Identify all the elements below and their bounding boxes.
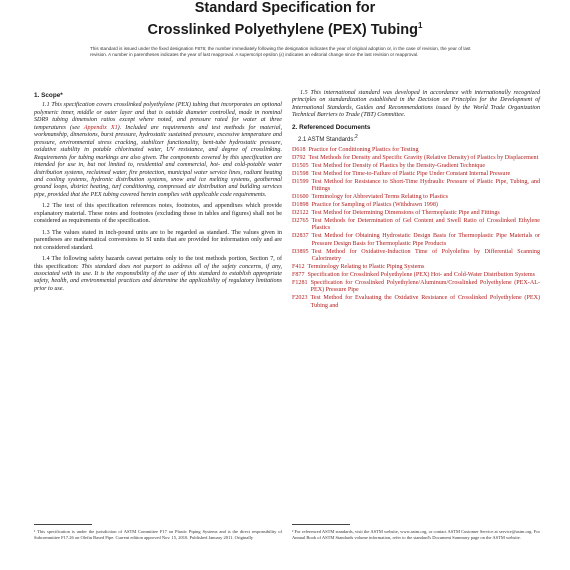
reference-item (292, 163, 540, 170)
reference-item (292, 272, 540, 279)
reference-item (292, 171, 540, 178)
designation-notice: This standard is issued under the fixed designation F876; the number immediately following the designation indicates the year of original adoption or, in the case of revision, the year of last revision. A number in parentheses indicates the year of last reapproval. A superscript epsilon (ε) indicates an editorial change since the last revision or reapproval. (90, 46, 471, 57)
reference-title-link[interactable]: Test Method for Oxidative-Induction Time of Polyolefins by Differential Scanning Calorimetry (311, 248, 540, 263)
reference-title-link[interactable]: Test Methods for Determination of Gel Content and Swell Ratio of Crosslinked Ethylene Plastics (311, 217, 540, 232)
reference-item (292, 233, 540, 248)
paragraph-1-5: 1.5 This international standard was developed in accordance with internationally recognized principles on standardization established in the Decision on Principles for the Development of International Standards, Guides and Recommendations issued by the World Trade Organization Technical Barriers to Trade (TBT) Committee. (292, 90, 540, 119)
reference-title-link[interactable]: Specification for Crosslinked Polyethylene (PEX) Hot- and Cold-Water Distribution Systems (307, 271, 536, 278)
reference-code-link[interactable]: D1599 (292, 178, 309, 185)
reference-code-link[interactable]: D618 (292, 146, 306, 153)
paragraph-number: 1.4 (42, 256, 52, 263)
astm-standards-heading (298, 134, 540, 144)
paragraph-text-continued: ). Included are requirements and test methods for material, workmanship, dimensions, burst pressure, hydrostatic sustained pressure, excessive temperature and pressure, environmental stress cracking, stabilizer functionality, bent-tube hydrostatic pressure, oxidative stability in potable chlorinated water, UV resistance, and degree of crosslinking. Requirements for tubing markings are also given. The components covered by this specification are intended for use in, but not limited to, residential and commercial, hot- and cold-potable water distribution systems, reclaimed water, fire protection, municipal water service lines, radiant heating and cooling systems, hydronic distribution systems, snow and ice melting systems, geothermal ground loops, district heating, turf conditioning, compressed air distribution and building services pipe, provided that the PEX tubing covered herein complies with applicable code requirements. (34, 124, 282, 198)
reference-item (292, 179, 540, 194)
reference-item (292, 147, 540, 154)
scope-paragraph (34, 102, 282, 199)
astm-footnote-marker: 2 (355, 134, 358, 141)
reference-code-link[interactable]: D792 (292, 154, 306, 161)
reference-code-link[interactable]: D2837 (292, 233, 309, 240)
reference-code-link[interactable]: F877 (292, 271, 305, 278)
reference-item (292, 210, 540, 217)
scope-paragraph (34, 230, 282, 252)
reference-item (292, 264, 540, 271)
scope-paragraph (34, 256, 282, 293)
paragraph-number: 1.3 (42, 229, 52, 236)
right-column (292, 90, 540, 311)
scope-paragraph (34, 203, 282, 225)
reference-title-link[interactable]: Test Method for Determining Dimensions of Thermoplastic Pipe and Fittings (311, 209, 500, 216)
reference-item (292, 155, 540, 162)
reference-title-link[interactable]: Test Method for Obtaining Hydrostatic Design Basis for Thermoplastic Pipe Materials or Pressure Design Basis for Thermoplastic Pipe Products (311, 233, 540, 247)
reference-code-link[interactable]: F1281 (292, 279, 308, 286)
reference-code-link[interactable]: F412 (292, 264, 305, 271)
left-column (34, 90, 282, 297)
reference-item (292, 295, 540, 310)
reference-item (292, 280, 540, 295)
paragraph-text: The values stated in inch-pound units are to be regarded as standard. The values given in parentheses are mathematical conversions to SI units that are provided for information only and are not considered standard. (34, 229, 283, 251)
footnote-left: ¹ This specification is under the jurisdiction of ASTM Committee F17 on Plastic Piping Systems and is the direct responsibility of Subcommittee F17.26 on Olefin Based Pipe. Current edition approved Nov. 15, 2010. Published January 2011. Originally (34, 529, 282, 540)
reference-code-link[interactable]: D2765 (292, 217, 309, 224)
reference-list (292, 147, 540, 311)
document-title-line1: Standard Specification for (194, 0, 376, 16)
paragraph-link[interactable]: Appendix X1 (83, 124, 118, 131)
referenced-documents-heading: 2. Referenced Documents (292, 123, 371, 131)
scope-paragraphs (34, 102, 282, 293)
reference-title-link[interactable]: Test Methods for Density and Specific Gravity (Relative Density) of Plastics by Displacement (308, 154, 539, 161)
footnote-right: ² For referenced ASTM standards, visit the ASTM website, www.astm.org, or contact ASTM Customer Service at service@astm.org. For Annual Book of ASTM Standards volume information, refer to the standard's Document Summary page on the ASTM website. (292, 529, 540, 540)
document-title-text: Crosslinked Polyethylene (PEX) Tubing (147, 21, 418, 38)
paragraph-number: 1.1 (42, 102, 52, 109)
reference-code-link[interactable]: D1598 (292, 170, 309, 177)
paragraph-text: The text of this specification references notes, footnotes, and appendixes which provide explanatory material. These notes and footnotes (excluding those in tables and figures) shall not be considered as requirements of the specification. (34, 203, 282, 225)
scope-heading: 1. Scope* (34, 92, 63, 99)
footnote-rule-right (292, 524, 350, 525)
title-footnote-marker: 1 (418, 21, 423, 30)
paragraph-text: This specification covers crosslinked polyethylene (PEX) tubing that incorporates an optional polymeric inner, middle or outer layer and that is outside diameter controlled, made in nominal SDR9 tubing dimension ratios except where noted, and pressure rated for water at three temperatures (see (34, 102, 283, 131)
reference-code-link[interactable]: D3895 (292, 248, 309, 255)
reference-title-link[interactable]: Test Method for Time-to-Failure of Plastic Pipe Under Constant Internal Pressure (311, 170, 511, 177)
reference-title-link[interactable]: Test Method for Evaluating the Oxidative Resistance of Crosslinked Polyethylene (PEX) Tubing and (310, 295, 540, 309)
reference-item (292, 202, 540, 209)
paragraph-number: 1.2 (42, 203, 53, 210)
paragraph-text-continued: This standard does not purport to address all of the safety concerns, if any, associated with its use. It is the responsibility of the user of this standard to establish appropriate safety, health, and environmental practices and determine the applicability of regulatory limitations prior to use. (34, 263, 282, 292)
reference-title-link[interactable]: Test Method for Density of Plastics by the Density-Gradient Technique (311, 162, 486, 169)
reference-title-link[interactable]: Test Method for Resistance to Short-Time Hydraulic Pressure of Plastic Pipe, Tubing, and Fittings (311, 178, 540, 192)
reference-code-link[interactable]: D1505 (292, 162, 309, 169)
document-title-line2 (0, 17, 570, 39)
reference-title-link[interactable]: Practice for Conditioning Plastics for Testing (308, 146, 419, 153)
footnote-rule-left (34, 524, 92, 525)
reference-code-link[interactable]: D1600 (292, 193, 309, 200)
reference-item (292, 218, 540, 233)
astm-standards-label: 2.1 ASTM Standards: (298, 137, 356, 144)
reference-title-link[interactable]: Terminology for Abbreviated Terms Relating to Plastics (311, 193, 449, 200)
reference-title-link[interactable]: Specification for Crosslinked Polyethylene/Aluminum/Crosslinked Polyethylene (PEX-AL-PEX) Pressure Pipe (310, 279, 540, 294)
reference-code-link[interactable]: D1898 (292, 201, 309, 208)
reference-item (292, 249, 540, 264)
reference-title-link[interactable]: Practice for Sampling of Plastics (Withdrawn 1998) (311, 201, 438, 208)
reference-item (292, 194, 540, 201)
reference-code-link[interactable]: D2122 (292, 209, 309, 216)
reference-code-link[interactable]: F2023 (292, 295, 308, 302)
title-block (0, 0, 570, 39)
reference-title-link[interactable]: Terminology Relating to Plastic Piping Systems (307, 264, 425, 271)
paragraph-text: The following safety hazards caveat pertains only to the test methods portion, Section 7, of this specification: (34, 256, 283, 270)
